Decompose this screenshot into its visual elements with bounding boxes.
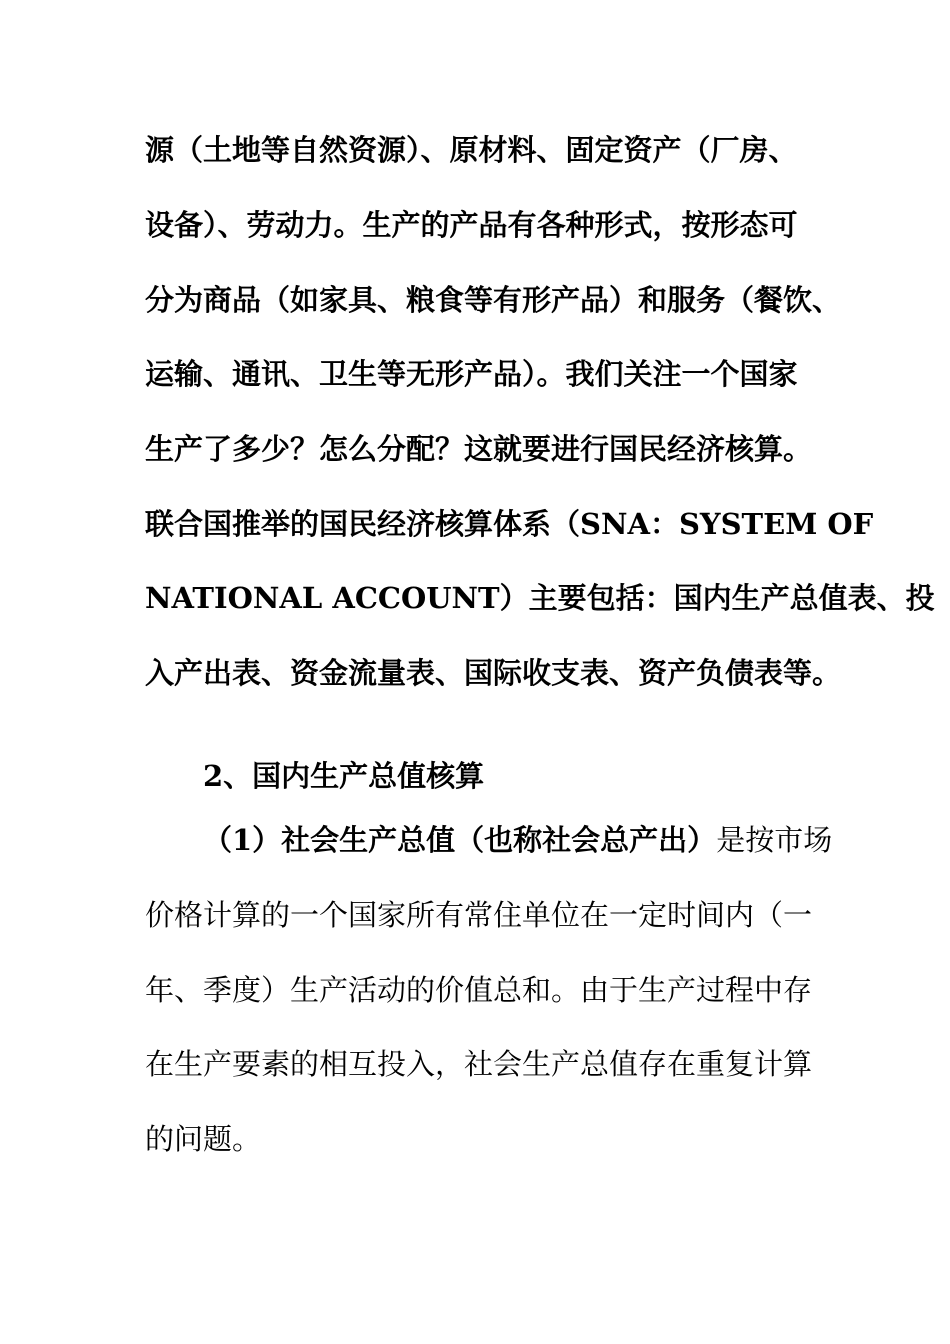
paragraph-1-line-6: 联合国推举的国民经济核算体系（SNA：SYSTEM OF bbox=[145, 507, 874, 541]
paragraph-2-bold-term: （1）社会生产总值（也称社会总产出） bbox=[203, 823, 717, 857]
paragraph-1-line-4: 运输、通讯、卫生等无形产品）。我们关注一个国家 bbox=[145, 357, 798, 391]
paragraph-2-line-1 bbox=[203, 820, 903, 860]
paragraph-2-line-2: 价格计算的一个国家所有常住单位在一定时间内（一 bbox=[145, 898, 813, 932]
paragraph-2-first-line-rest: 是按市场 bbox=[716, 823, 833, 857]
paragraph-1-line-7: NATIONAL ACCOUNT）主要包括：国内生产总值表、投 bbox=[145, 581, 935, 615]
paragraph-1-line-5: 生产了多少？怎么分配？这就要进行国民经济核算。 bbox=[145, 432, 813, 466]
paragraph-1-line-3: 分为商品（如家具、粮食等有形产品）和服务（餐饮、 bbox=[145, 283, 842, 317]
paragraph-1-line-8: 入产出表、资金流量表、国际收支表、资产负债表等。 bbox=[145, 656, 842, 690]
paragraph-1-line-2: 设备）、劳动力。生产的产品有各种形式，按形态可 bbox=[145, 208, 798, 242]
paragraph-2-line-3: 年、季度）生产活动的价值总和。由于生产过程中存 bbox=[145, 973, 813, 1007]
paragraph-2-line-5: 的问题。 bbox=[145, 1122, 262, 1156]
paragraph-1-line-1: 源（土地等自然资源）、原材料、固定资产（厂房、 bbox=[145, 133, 798, 167]
paragraph-2-line-4: 在生产要素的相互投入，社会生产总值存在重复计算 bbox=[145, 1047, 813, 1081]
section-heading: 2、国内生产总值核算 bbox=[203, 759, 485, 793]
